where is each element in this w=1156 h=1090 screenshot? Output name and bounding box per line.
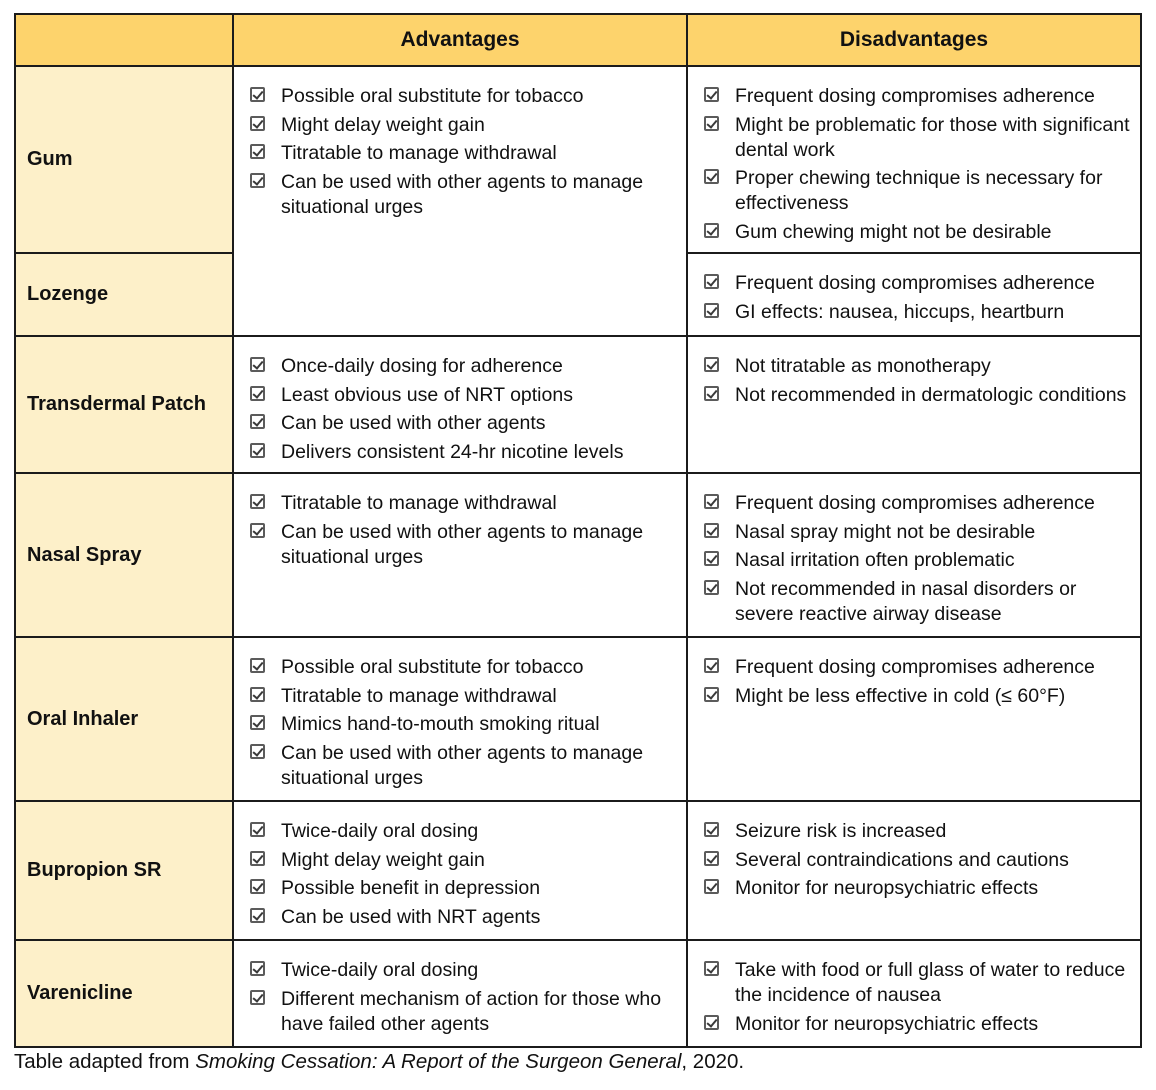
- row-label-transdermal-patch: Transdermal Patch: [15, 336, 233, 473]
- list-item-text: Frequent dosing compromises adherence: [735, 85, 1095, 107]
- checkbox-checked-icon: [704, 879, 719, 894]
- list-item: [702, 958, 1132, 1008]
- row-label-varenicline: Varenicline: [15, 940, 233, 1047]
- list-item-text: Frequent dosing compromises adherence: [735, 656, 1095, 678]
- list-item-text: Not recommended in nasal disorders or severe reactive airway disease: [735, 577, 1077, 625]
- list-item: [248, 819, 678, 844]
- list-item: [702, 491, 1132, 516]
- row-label-oral-inhaler: Oral Inhaler: [15, 637, 233, 801]
- list-item-text: Twice-daily oral dosing: [281, 820, 479, 842]
- table-row-bupropion-sr: [15, 801, 1141, 940]
- row-label-nasal-spray: Nasal Spray: [15, 473, 233, 637]
- list-item-text: Different mechanism of action for those who have failed other agents: [281, 987, 662, 1035]
- list-item: [702, 166, 1132, 216]
- list-item: [248, 520, 678, 570]
- list-item: [248, 113, 678, 138]
- disadvantages-cell: [687, 801, 1141, 940]
- checkbox-checked-icon: [250, 658, 265, 673]
- list-item-text: Take with food or full glass of water to reduce the incidence of nausea: [735, 959, 1126, 1006]
- list-item: [702, 876, 1132, 901]
- row-label-bupropion-sr: Bupropion SR: [15, 801, 233, 940]
- disadvantages-cell: [687, 473, 1141, 637]
- list-item: [702, 354, 1132, 379]
- table-row-varenicline: [15, 940, 1141, 1047]
- list-item-text: Seizure risk is increased: [735, 820, 947, 842]
- list-item: [248, 354, 678, 379]
- row-label-gum: Gum: [15, 66, 233, 253]
- list-item-text: Several contraindications and cautions: [735, 848, 1069, 871]
- list-item: [702, 848, 1132, 873]
- advantages-cell: [233, 637, 687, 801]
- list-item-text: Frequent dosing compromises adherence: [735, 272, 1095, 294]
- checkbox-checked-icon: [250, 414, 265, 429]
- list-item-text: GI effects: nausea, hiccups, heartburn: [735, 300, 1065, 323]
- list-item-text: Possible oral substitute for tobacco: [281, 656, 584, 678]
- list-item-text: Can be used with other agents to manage situational urges: [281, 520, 644, 568]
- disadvantages-cell: [687, 253, 1141, 336]
- list-item: [248, 958, 678, 983]
- checkbox-checked-icon: [704, 961, 719, 976]
- list-item-text: Nasal irritation often problematic: [735, 549, 1015, 572]
- list-item: [248, 411, 678, 436]
- header-row: [15, 14, 1141, 66]
- checkbox-checked-icon: [704, 1015, 719, 1030]
- caption-prefix: Table adapted from: [14, 1050, 196, 1073]
- checkbox-checked-icon: [250, 116, 265, 131]
- checkbox-checked-icon: [250, 386, 265, 401]
- advantages-cell: [233, 940, 687, 1047]
- list-item: [248, 170, 678, 220]
- list-item: [248, 905, 678, 930]
- checkbox-checked-icon: [704, 274, 719, 289]
- list-item-text: Can be used with other agents to manage situational urges: [281, 170, 644, 218]
- list-item-text: Not titratable as monotherapy: [735, 355, 991, 377]
- checkbox-checked-icon: [704, 580, 719, 595]
- checkbox-checked-icon: [250, 961, 265, 976]
- checkbox-checked-icon: [704, 551, 719, 566]
- list-item: [702, 819, 1132, 844]
- list-item: [702, 84, 1132, 109]
- row-label-lozenge: Lozenge: [15, 253, 233, 336]
- checkbox-checked-icon: [250, 357, 265, 372]
- list-item: [702, 300, 1132, 325]
- list-item-text: Nasal spray might not be desirable: [735, 520, 1036, 543]
- table-row-gum: [15, 66, 1141, 253]
- checkbox-checked-icon: [704, 851, 719, 866]
- list-item-text: Possible oral substitute for tobacco: [281, 85, 584, 107]
- list-item-text: Titratable to manage withdrawal: [281, 142, 557, 165]
- list-item: [702, 271, 1132, 296]
- checkbox-checked-icon: [704, 87, 719, 102]
- list-item: [248, 84, 678, 109]
- disadvantages-cell: [687, 336, 1141, 473]
- list-item: [702, 548, 1132, 573]
- list-item-text: Monitor for neuropsychiatric effects: [735, 877, 1039, 900]
- checkbox-checked-icon: [704, 494, 719, 509]
- list-item-text: Might delay weight gain: [281, 848, 485, 871]
- list-item: [248, 876, 678, 901]
- table-row-oral-inhaler: [15, 637, 1141, 801]
- list-item: [248, 383, 678, 408]
- list-item-text: Not recommended in dermatologic conditions: [735, 383, 1127, 406]
- list-item-text: Least obvious use of NRT options: [281, 383, 573, 406]
- list-item-text: Gum chewing might not be desirable: [735, 220, 1052, 243]
- list-item-text: Monitor for neuropsychiatric effects: [735, 1012, 1039, 1035]
- checkbox-checked-icon: [250, 144, 265, 159]
- list-item-text: Can be used with other agents: [281, 412, 546, 435]
- list-item: [248, 741, 678, 791]
- checkbox-checked-icon: [250, 715, 265, 730]
- list-item: [702, 1012, 1132, 1037]
- list-item-text: Can be used with NRT agents: [281, 905, 541, 928]
- list-item-text: Might be less effective in cold (≤ 60°F): [735, 684, 1066, 707]
- list-item-text: Mimics hand-to-mouth smoking ritual: [281, 713, 600, 736]
- table-row-nasal-spray: [15, 473, 1141, 637]
- list-item-text: Titratable to manage withdrawal: [281, 684, 557, 707]
- checkbox-checked-icon: [704, 169, 719, 184]
- header-corner: [15, 14, 233, 66]
- checkbox-checked-icon: [704, 687, 719, 702]
- disadvantages-header: Disadvantages: [687, 14, 1141, 66]
- list-item: [248, 684, 678, 709]
- checkbox-checked-icon: [704, 523, 719, 538]
- list-item-text: Delivers consistent 24-hr nicotine levels: [281, 440, 624, 463]
- advantages-cell: [233, 336, 687, 473]
- caption-source-title: Smoking Cessation: A Report of the Surgeon General: [195, 1050, 682, 1073]
- checkbox-checked-icon: [704, 386, 719, 401]
- checkbox-checked-icon: [250, 908, 265, 923]
- checkbox-checked-icon: [250, 443, 265, 458]
- advantages-cell: [233, 473, 687, 637]
- list-item: [248, 987, 678, 1037]
- disadvantages-cell: [687, 637, 1141, 801]
- checkbox-checked-icon: [250, 851, 265, 866]
- checkbox-checked-icon: [250, 879, 265, 894]
- list-item: [702, 383, 1132, 408]
- checkbox-checked-icon: [704, 658, 719, 673]
- advantages-header: Advantages: [233, 14, 687, 66]
- list-item: [248, 655, 678, 680]
- nrt-comparison-table: [14, 13, 1142, 1048]
- list-item: [248, 712, 678, 737]
- list-item-text: Once-daily dosing for adherence: [281, 355, 563, 377]
- checkbox-checked-icon: [250, 822, 265, 837]
- checkbox-checked-icon: [704, 116, 719, 131]
- advantages-cell: [233, 801, 687, 940]
- list-item: [702, 520, 1132, 545]
- caption-suffix: , 2020.: [681, 1050, 745, 1073]
- disadvantages-cell: [687, 66, 1141, 253]
- list-item-text: Twice-daily oral dosing: [281, 959, 479, 981]
- table-row-transdermal-patch: [15, 336, 1141, 473]
- list-item: [248, 440, 678, 465]
- list-item: [702, 577, 1132, 627]
- checkbox-checked-icon: [250, 990, 265, 1005]
- checkbox-checked-icon: [250, 87, 265, 102]
- checkbox-checked-icon: [704, 822, 719, 837]
- list-item: [248, 491, 678, 516]
- checkbox-checked-icon: [704, 303, 719, 318]
- checkbox-checked-icon: [250, 687, 265, 702]
- list-item-text: Can be used with other agents to manage situational urges: [281, 741, 644, 789]
- checkbox-checked-icon: [250, 523, 265, 538]
- list-item: [248, 141, 678, 166]
- list-item-text: Might delay weight gain: [281, 113, 485, 136]
- checkbox-checked-icon: [250, 173, 265, 188]
- list-item-text: Frequent dosing compromises adherence: [735, 492, 1095, 514]
- list-item-text: Proper chewing technique is necessary for effectiveness: [735, 167, 1103, 215]
- list-item: [702, 220, 1132, 245]
- checkbox-checked-icon: [704, 357, 719, 372]
- list-item: [702, 684, 1132, 709]
- list-item-text: Possible benefit in depression: [281, 877, 541, 900]
- checkbox-checked-icon: [250, 744, 265, 759]
- advantages-cell: [233, 66, 687, 336]
- list-item-text: Might be problematic for those with significant dental work: [735, 113, 1130, 161]
- list-item-text: Titratable to manage withdrawal: [281, 492, 557, 514]
- checkbox-checked-icon: [704, 223, 719, 238]
- table-caption: [14, 1050, 744, 1074]
- disadvantages-cell: [687, 940, 1141, 1047]
- list-item: [248, 848, 678, 873]
- list-item: [702, 655, 1132, 680]
- checkbox-checked-icon: [250, 494, 265, 509]
- list-item: [702, 113, 1132, 163]
